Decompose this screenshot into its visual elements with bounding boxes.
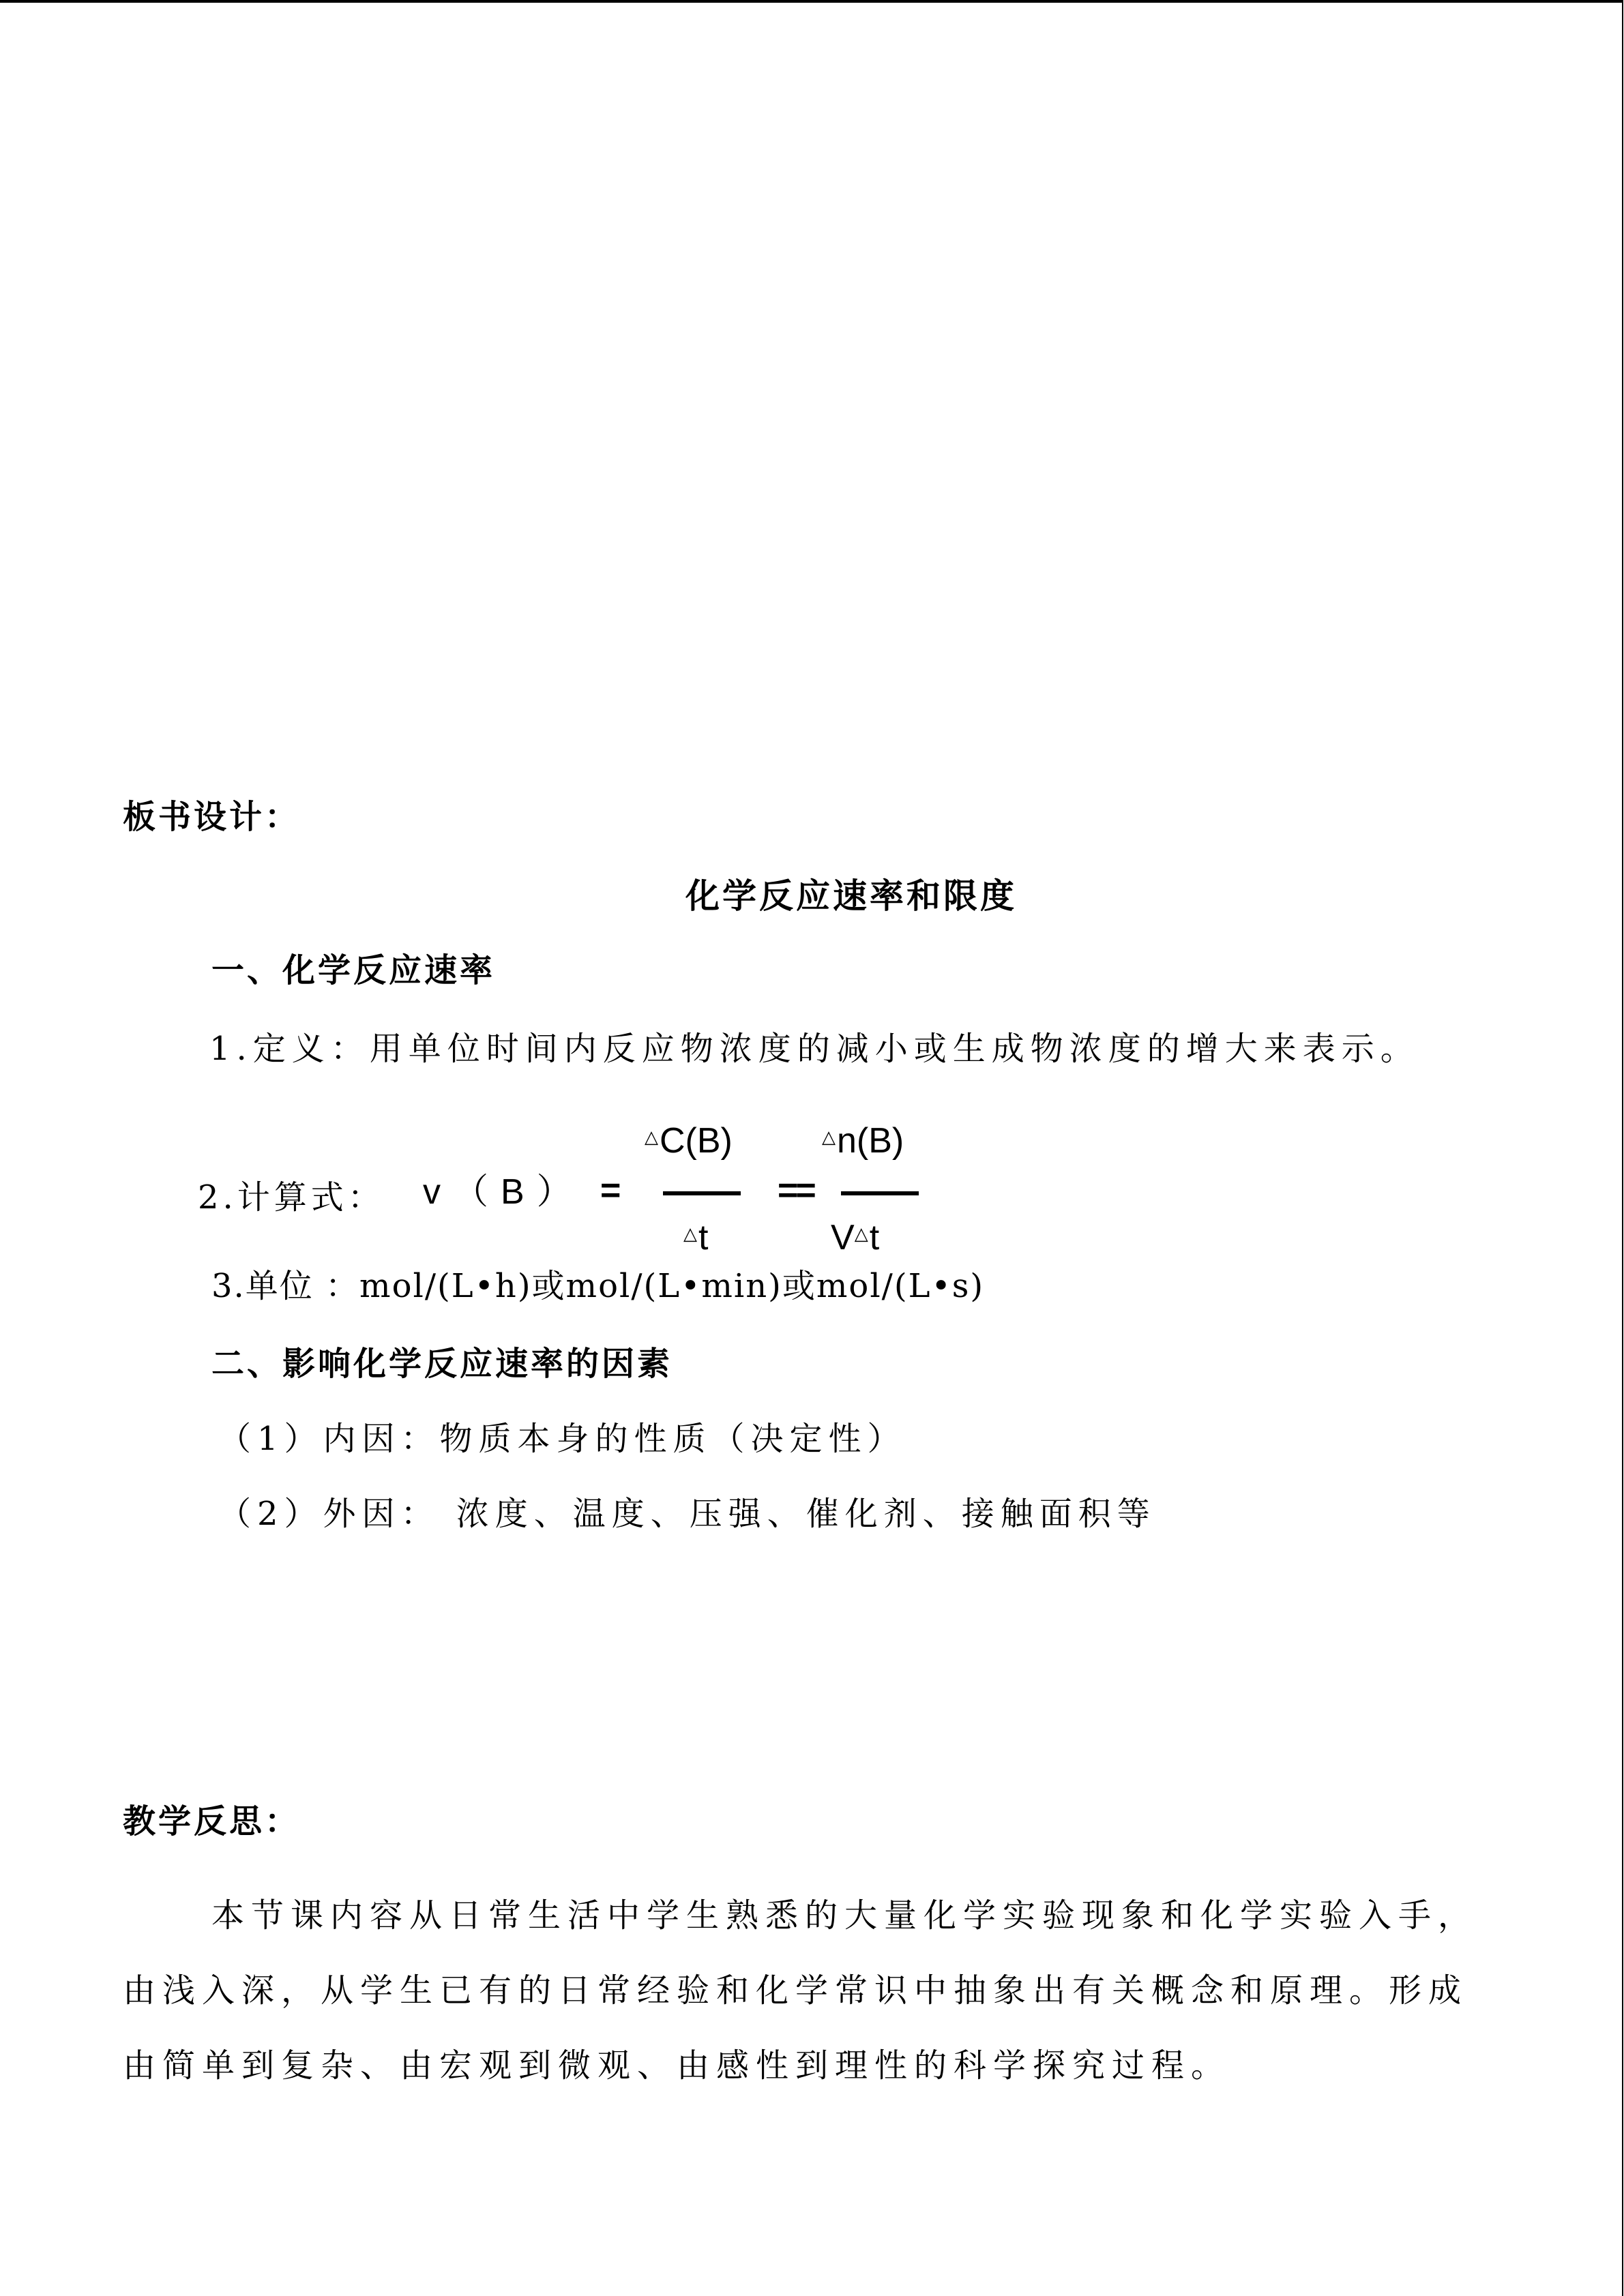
delta-icon: △ xyxy=(645,1127,658,1147)
formula-label: 2.计算式： xyxy=(198,1178,385,1217)
formula-equals: = xyxy=(600,1171,621,1210)
units-line: 3.单位 ：mol/(L•h)或mol/(L•min)或mol/(L•s) xyxy=(211,1267,985,1305)
fraction-2-bar xyxy=(841,1191,919,1195)
section-2-heading: 二、影响化学反应速率的因素 xyxy=(211,1345,673,1383)
fraction-1-bar xyxy=(663,1191,741,1195)
fraction-2-denominator: V△t xyxy=(831,1218,880,1257)
section-1-heading: 一、化学反应速率 xyxy=(211,951,496,989)
fraction-1-numerator: △C(B) xyxy=(645,1121,733,1161)
reflection-label: 教学反思： xyxy=(123,1802,301,1840)
formula-double-equals: == xyxy=(778,1171,814,1210)
board-title: 化学反应速率和限度 xyxy=(685,876,1017,916)
fraction-2-numerator: △n(B) xyxy=(822,1121,904,1161)
delta-icon: △ xyxy=(854,1223,868,1244)
formula-lhs: v（B） xyxy=(423,1172,585,1212)
factor-external: （2）外因： 浓度、温度、压强、催化剂、接触面积等 xyxy=(218,1495,1156,1533)
factor-internal: （1）内因：物质本身的性质（决定性） xyxy=(218,1420,906,1458)
reflection-paragraph: 本节课内容从日常生活中学生熟悉的大量化学实验现象和化学实验入手，由浅入深，从学生已有的日常经验和化学常识中抽象出有关概念和原理。形成由简单到复杂、由宏观到微观、由感性到理性的科学探究过程。 xyxy=(123,1896,1478,2085)
fraction-1-denominator: △t xyxy=(683,1218,709,1257)
definition-line: 1.定义：用单位时间内反应物浓度的减小或生成物浓度的增大来表示。 xyxy=(209,1030,1419,1068)
delta-icon: △ xyxy=(683,1223,697,1244)
board-design-label: 板书设计： xyxy=(123,798,301,836)
delta-icon: △ xyxy=(822,1127,836,1147)
